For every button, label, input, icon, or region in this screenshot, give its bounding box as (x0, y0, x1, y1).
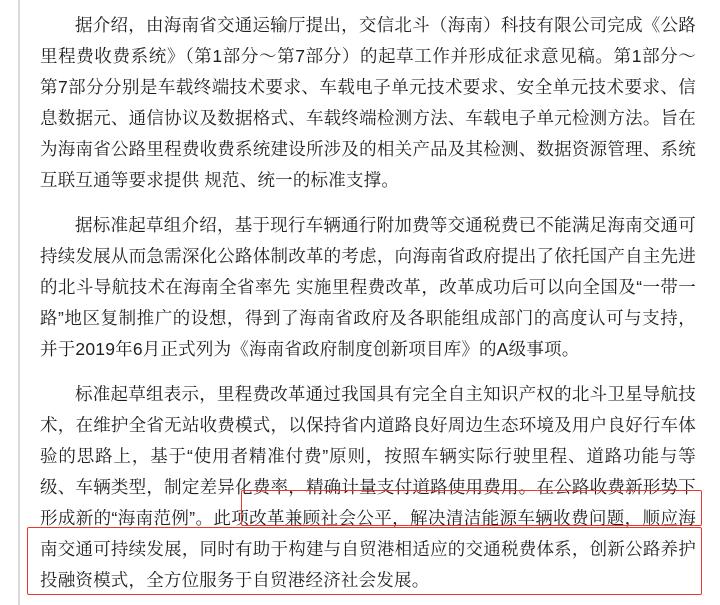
paragraph-1: 据介绍，由海南省交通运输厅提出，交信北斗（海南）科技有限公司完成《公路里程费收费系统》（第1部分～第7部分）的起草工作并形成征求意见稿。第1部分～第7部分分别是车载终端技术要求、车载电子单元技术要求、安全单元技术要求、信息数据元、通信协议及数据格式、车载终端检测方法、车载电子单元检测方法。旨在为海南省公路里程费收费系统建设所涉及的相关产品及其检测、数据资源管理、系统互联互通等要求提供 规范、统一的标准支撑。 (40, 15, 696, 190)
paragraph-3: 标准起草组表示，里程费改革通过我国具有完全自主知识产权的北斗卫星导航技术，在维护全省无站收费模式，以保持省内道路良好周边生态环境及用户良好行车体验的思路上，基于“使用者精准付费”原则，按照车辆实际行驶里程、道路功能与等级、车辆类型，制定差异化费率，精确计量支付道路使用费用。在公路收费新形势下形成新的“海南范例”。此项改革兼顾社会公平，解决清洁能源车辆收费问题，顺应海南交通可持续发展，同时有助于构建与自贸港相适应的交通税费体系，创新公路养护投融资模式，全方位服务于自贸港经济社会发展。 (40, 384, 696, 590)
page-left-rule (18, 0, 20, 605)
paragraph-2: 据标准起草组介绍，基于现行车辆通行附加费等交通税费已不能满足海南交通可持续发展从而急需深化公路体制改革的考虑，向海南省政府提出了依托国产自主先进的北斗导航技术在海南全省率先 实施里程费改革，改革成功后可以向全国及“一带一路”地区复制推广的设想，得到了海南省政府及各职能组成部门的高度认可与支持，并于2019年6月正式列为《海南省政府制度创新项目库》的A级事项。 (40, 215, 696, 359)
